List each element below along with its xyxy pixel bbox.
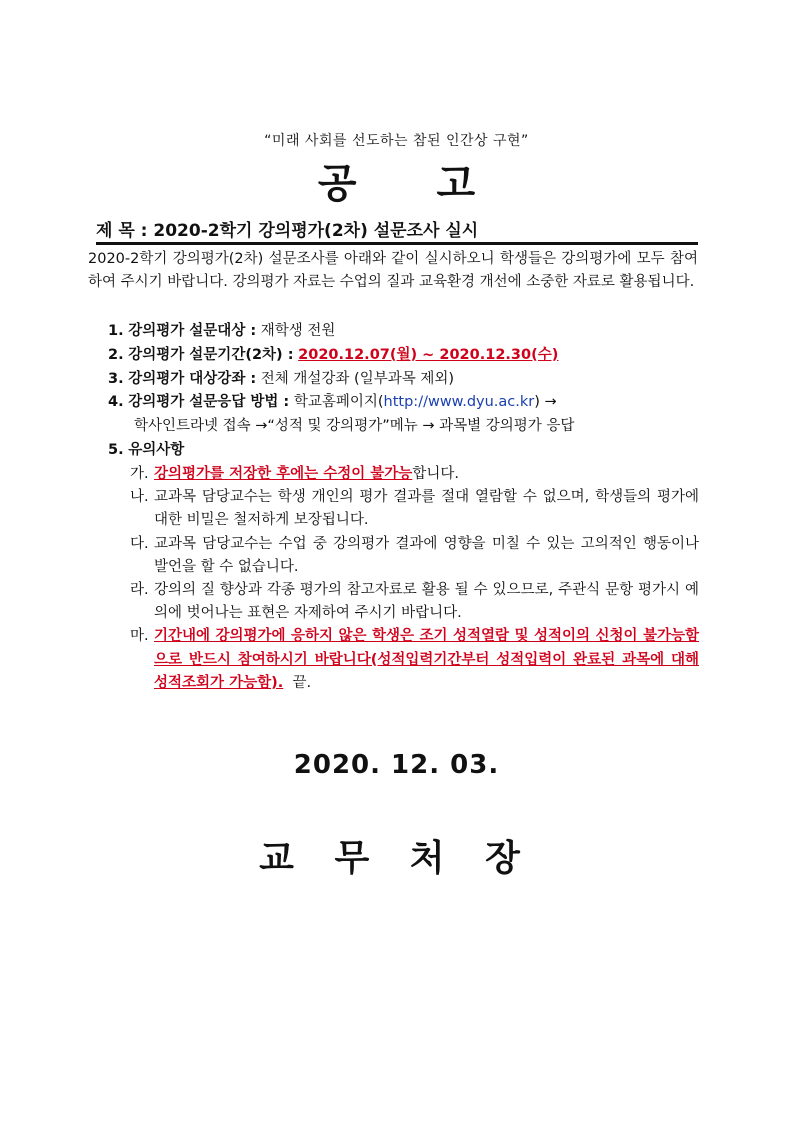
note-da — [130, 533, 699, 579]
item-courses — [108, 368, 700, 392]
subject-line: 제 목 : 2020-2학기 강의평가(2차) 설문조사 실시 — [96, 221, 479, 241]
note-marker: 마. — [130, 628, 149, 645]
item-number: 1. — [108, 323, 124, 339]
item-method — [108, 391, 700, 439]
item-number: 4. — [108, 394, 124, 411]
note-text: 강의의 질 향상과 각종 평가의 참고자료로 활용 될 수 있으므로, 주관식 문항 평가시 예의에 벗어나는 표현은 자제하여 주시기 바랍니다. — [154, 582, 699, 622]
note-marker: 다. — [130, 535, 149, 552]
item-label: 강의평가 설문대상 : — [128, 323, 257, 339]
item-label: 강의평가 설문응답 방법 : — [128, 394, 290, 411]
notice-date: 2020. 12. 03. — [293, 750, 500, 780]
item-number: 2. — [108, 346, 124, 363]
notice-heading-left: 공 — [317, 161, 357, 207]
item-label: 강의평가 설문기간(2차) : — [128, 346, 294, 363]
note-na — [130, 486, 699, 532]
notice-heading-right: 고 — [436, 161, 476, 207]
intro-paragraph: 2020-2학기 강의평가(2차) 설문조사를 아래와 같이 실시하오니 학생들은 강의평가에 모두 참여하여 주시기 바랍니다. 강의평가 자료는 수업의 질과 교육환경 개선에 소중한 자료로 활용됩니다. — [88, 251, 698, 290]
motto: “미래 사회를 선도하는 참된 인간상 구현” — [264, 133, 529, 149]
note-ga — [130, 463, 699, 486]
note-warning: 기간내에 강의평가에 응하지 않은 학생은 조기 성적열람 및 성적이의 신청이 불가능함으로 반드시 참여하시기 바랍니다(성적입력기간부터 성적입력이 완료된 과목에 대해 성적조회가 가능함). — [154, 628, 699, 691]
note-text: 교과목 담당교수는 수업 중 강의평가 결과에 영향을 미칠 수 있는 고의적인 행동이나 발언을 할 수 없습니다. — [154, 535, 699, 575]
item-value: 전체 개설강좌 (일부과목 제외) — [256, 370, 455, 387]
item-value: ) → — [534, 394, 557, 411]
item-list — [108, 320, 700, 463]
note-text: 교과목 담당교수는 학생 개인의 평가 결과를 절대 열람할 수 없으며, 학생들의 평가에 대한 비밀은 철저하게 보장됩니다. — [154, 489, 699, 529]
note-marker: 라. — [130, 582, 149, 599]
item-number: 3. — [108, 370, 124, 387]
notes-list — [130, 463, 699, 695]
note-marker: 가. — [130, 466, 149, 482]
subject-divider — [96, 242, 698, 245]
item-value: 재학생 전원 — [256, 323, 336, 339]
item-notes — [108, 439, 700, 463]
notice-heading — [0, 152, 793, 209]
note-marker: 나. — [130, 489, 149, 506]
item-label: 유의사항 — [128, 441, 185, 458]
homepage-link[interactable]: http://www.dyu.ac.kr — [383, 394, 535, 411]
note-ra — [130, 579, 699, 625]
end-mark: 끝. — [292, 674, 312, 691]
item-label: 강의평가 대상강좌 : — [128, 370, 257, 387]
item-number: 5. — [108, 441, 124, 458]
item-value: 학교홈페이지( — [289, 394, 384, 411]
item-period — [108, 344, 700, 368]
item-method-path: 학사인트라넷 접속 →“성적 및 강의평가”메뉴 → 과목별 강의평가 응답 — [134, 418, 575, 435]
item-target — [108, 320, 700, 344]
note-ma — [130, 625, 699, 695]
survey-period-value: 2020.12.07(월) ~ 2020.12.30(수) — [298, 346, 559, 363]
note-warning: 강의평가를 저장한 후에는 수정이 불가능 — [154, 466, 413, 482]
note-text: 합니다. — [412, 466, 459, 482]
issuer-signature: 교 무 처 장 — [259, 838, 534, 879]
